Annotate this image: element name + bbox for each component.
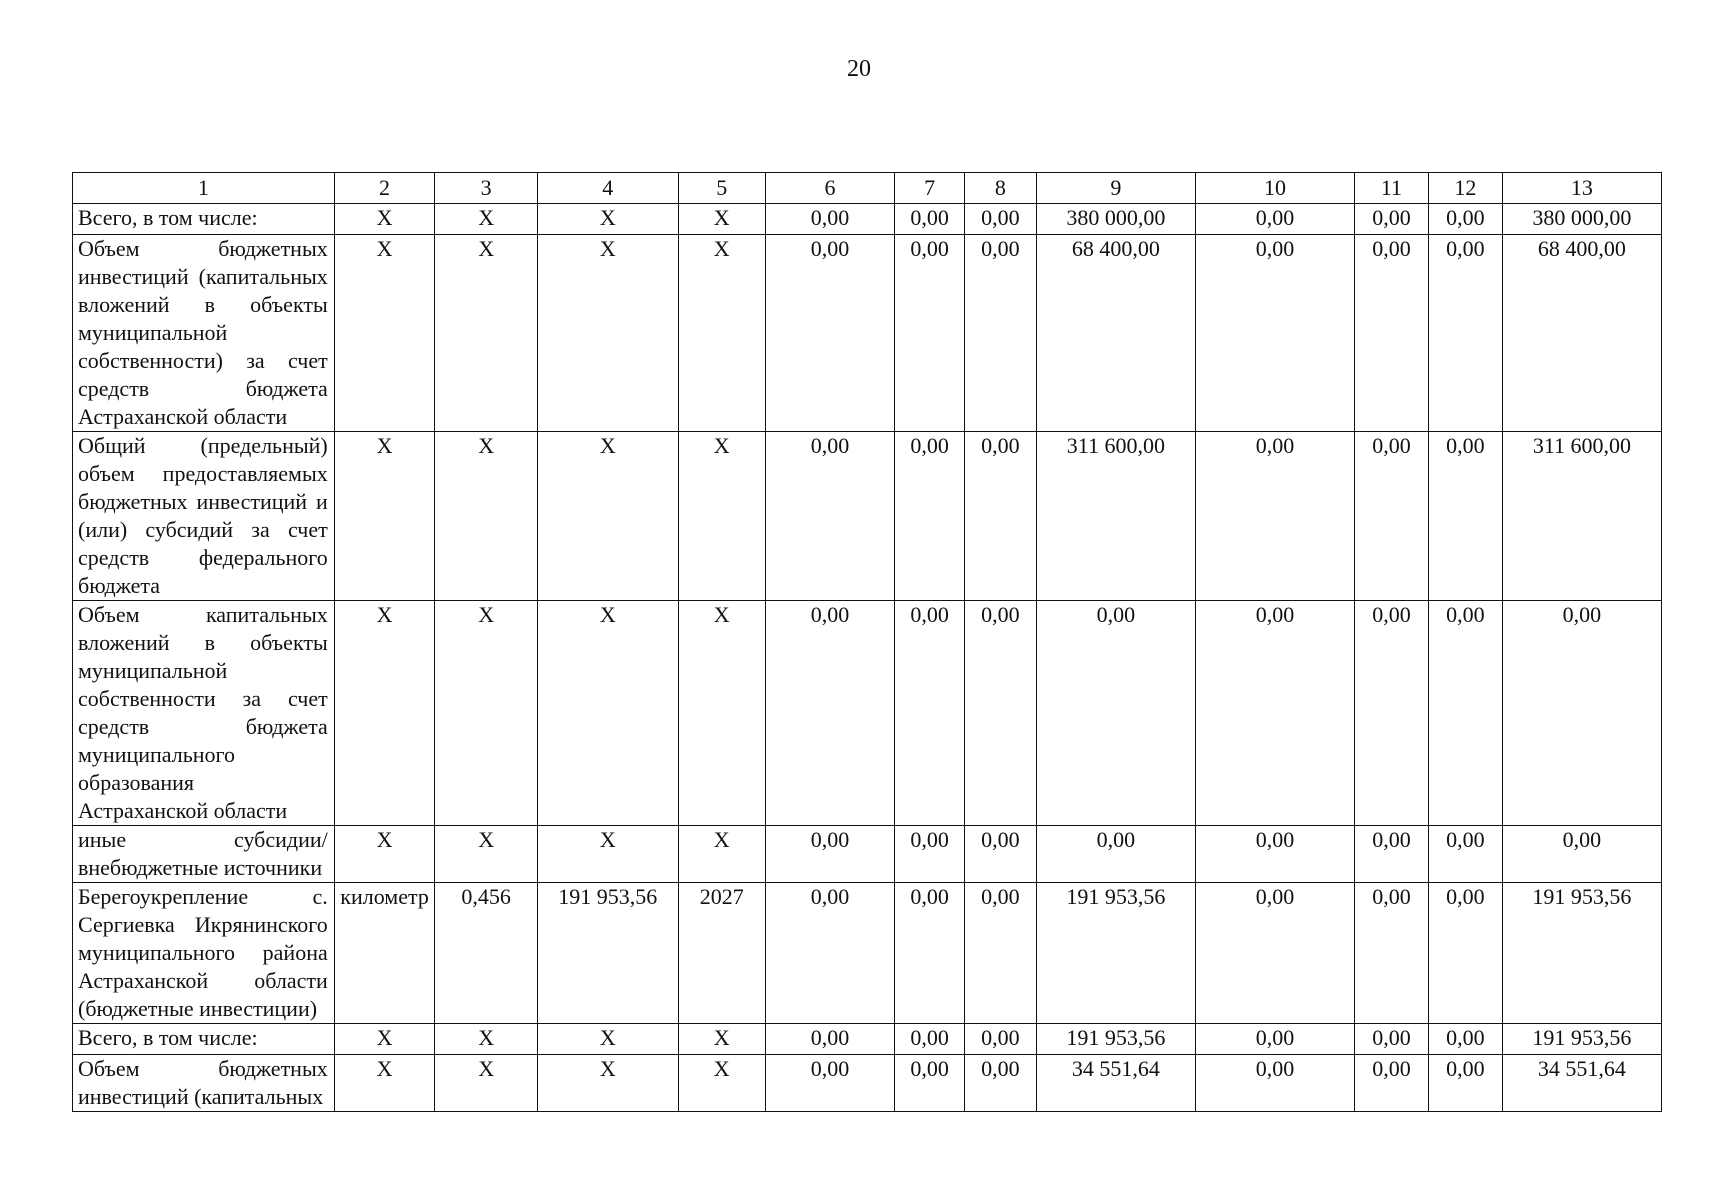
table-cell: 0,00 [765,601,894,826]
table-cell: Х [678,826,765,883]
table-cell: 0,00 [895,883,965,1024]
table-cell: 0,00 [895,826,965,883]
table-cell: Х [334,204,435,235]
column-header: 8 [964,173,1036,204]
table-cell: 0,00 [964,1024,1036,1055]
table-cell: 0,00 [895,1024,965,1055]
table-cell: 0,00 [964,235,1036,432]
column-header: 9 [1036,173,1195,204]
table-cell: 68 400,00 [1502,235,1661,432]
table-cell: 68 400,00 [1036,235,1195,432]
table-cell: Х [435,1055,538,1112]
column-header: 10 [1195,173,1354,204]
table-cell: 0,00 [895,432,965,601]
table-cell: 0,00 [1355,1055,1429,1112]
table-cell: Х [334,432,435,601]
row-description: иные субсидии/ внебюджетные источники [73,826,335,883]
table-cell: 191 953,56 [1036,883,1195,1024]
table-cell: 0,00 [1355,883,1429,1024]
table-cell: 0,00 [1355,204,1429,235]
table-cell: 0,00 [765,204,894,235]
table-cell: 0,00 [1195,826,1354,883]
table-cell: Х [435,204,538,235]
column-header: 11 [1355,173,1429,204]
table-cell: Х [334,1055,435,1112]
column-header: 4 [537,173,678,204]
table-cell: 0,00 [895,235,965,432]
table-cell: Х [435,601,538,826]
table-cell: 0,00 [1428,235,1502,432]
table-cell: 0,00 [1036,601,1195,826]
row-description: Всего, в том числе: [73,1024,335,1055]
table-cell: 0,00 [895,1055,965,1112]
table-cell: 311 600,00 [1036,432,1195,601]
budget-table [72,172,1662,1112]
column-header: 7 [895,173,965,204]
page-number: 20 [847,56,871,82]
table-cell: 0,00 [1355,826,1429,883]
header-row [73,173,1662,204]
table-cell: Х [678,1055,765,1112]
table-row [73,1055,1662,1112]
table-cell: Х [678,1024,765,1055]
table-cell: Х [537,432,678,601]
row-description: Общий (предельный) объем предоставляемых бюджетных инвестиций и (или) субсидий за счет средств федерального бюджета [73,432,335,601]
table-cell: 0,00 [1428,826,1502,883]
table-cell: 0,00 [765,235,894,432]
table-cell: 380 000,00 [1036,204,1195,235]
table-cell: 0,00 [964,1055,1036,1112]
table-cell: 0,00 [1428,1055,1502,1112]
table-cell: 0,00 [1502,601,1661,826]
table-cell: 0,00 [964,826,1036,883]
table-cell: 0,00 [964,204,1036,235]
table-cell: Х [435,1024,538,1055]
column-header: 2 [334,173,435,204]
table-cell: 311 600,00 [1502,432,1661,601]
table-cell: 0,00 [1195,204,1354,235]
table-cell: 0,00 [964,883,1036,1024]
table-cell: Х [334,235,435,432]
table-cell: 191 953,56 [1036,1024,1195,1055]
table-row [73,432,1662,601]
table-cell: Х [678,204,765,235]
table-cell: 0,00 [1428,432,1502,601]
table-cell: Х [334,826,435,883]
table-cell: Х [678,432,765,601]
table-cell: Х [537,826,678,883]
column-header: 5 [678,173,765,204]
table-cell: километр [334,883,435,1024]
table-cell: Х [537,1055,678,1112]
table-cell: 191 953,56 [1502,1024,1661,1055]
table-cell: 0,00 [895,601,965,826]
table-cell: 191 953,56 [537,883,678,1024]
column-header: 12 [1428,173,1502,204]
table-cell: Х [435,432,538,601]
table-cell: Х [334,1024,435,1055]
table-cell: 0,00 [1036,826,1195,883]
table-cell: 0,00 [1195,1024,1354,1055]
table-cell: Х [537,204,678,235]
table-cell: Х [435,826,538,883]
row-description: Всего, в том числе: [73,204,335,235]
table-cell: 0,00 [964,601,1036,826]
table-cell: 2027 [678,883,765,1024]
table-cell: 0,00 [1428,1024,1502,1055]
table-cell: 0,00 [1195,432,1354,601]
row-description: Берегоукрепление с. Сергиевка Икрянинского муниципального района Астраханской области (бюджетные инвестиции) [73,883,335,1024]
table-cell: 0,00 [765,1024,894,1055]
column-header: 3 [435,173,538,204]
row-description: Объем капитальных вложений в объекты муниципальной собственности за счет средств бюджета муниципального образования Астраханской области [73,601,335,826]
row-description: Объем бюджетных инвестиций (капитальных [73,1055,335,1112]
table-cell: 0,00 [1195,235,1354,432]
table-cell: 0,00 [964,432,1036,601]
table-cell: 0,00 [1195,1055,1354,1112]
table-row [73,235,1662,432]
table-cell: 0,00 [1355,601,1429,826]
table-cell: 0,00 [1195,601,1354,826]
table-row [73,601,1662,826]
table-cell: 0,00 [895,204,965,235]
table-cell: Х [537,235,678,432]
row-description: Объем бюджетных инвестиций (капитальных вложений в объекты муниципальной собственности) за счет средств бюджета Астраханской области [73,235,335,432]
table-cell: 0,00 [1355,1024,1429,1055]
table-cell: Х [678,235,765,432]
table-cell: 0,00 [765,1055,894,1112]
table-cell: 34 551,64 [1502,1055,1661,1112]
column-header: 13 [1502,173,1661,204]
table-cell: Х [678,601,765,826]
table-cell: 0,00 [1428,601,1502,826]
table-row [73,1024,1662,1055]
table-cell: Х [334,601,435,826]
table-cell: 0,00 [1428,204,1502,235]
table-row [73,883,1662,1024]
table-cell: Х [435,235,538,432]
column-header: 1 [73,173,335,204]
table-row [73,204,1662,235]
table-cell: 0,00 [765,883,894,1024]
table-cell: 34 551,64 [1036,1055,1195,1112]
table-cell: 0,00 [1355,432,1429,601]
table-cell: 0,456 [435,883,538,1024]
table-cell: Х [537,1024,678,1055]
table-cell: Х [537,601,678,826]
table-row [73,826,1662,883]
table-cell: 0,00 [1355,235,1429,432]
table-cell: 0,00 [1502,826,1661,883]
table-cell: 0,00 [1428,883,1502,1024]
table-cell: 0,00 [1195,883,1354,1024]
column-header: 6 [765,173,894,204]
table-cell: 191 953,56 [1502,883,1661,1024]
table-cell: 0,00 [765,826,894,883]
table-cell: 0,00 [765,432,894,601]
table-cell: 380 000,00 [1502,204,1661,235]
